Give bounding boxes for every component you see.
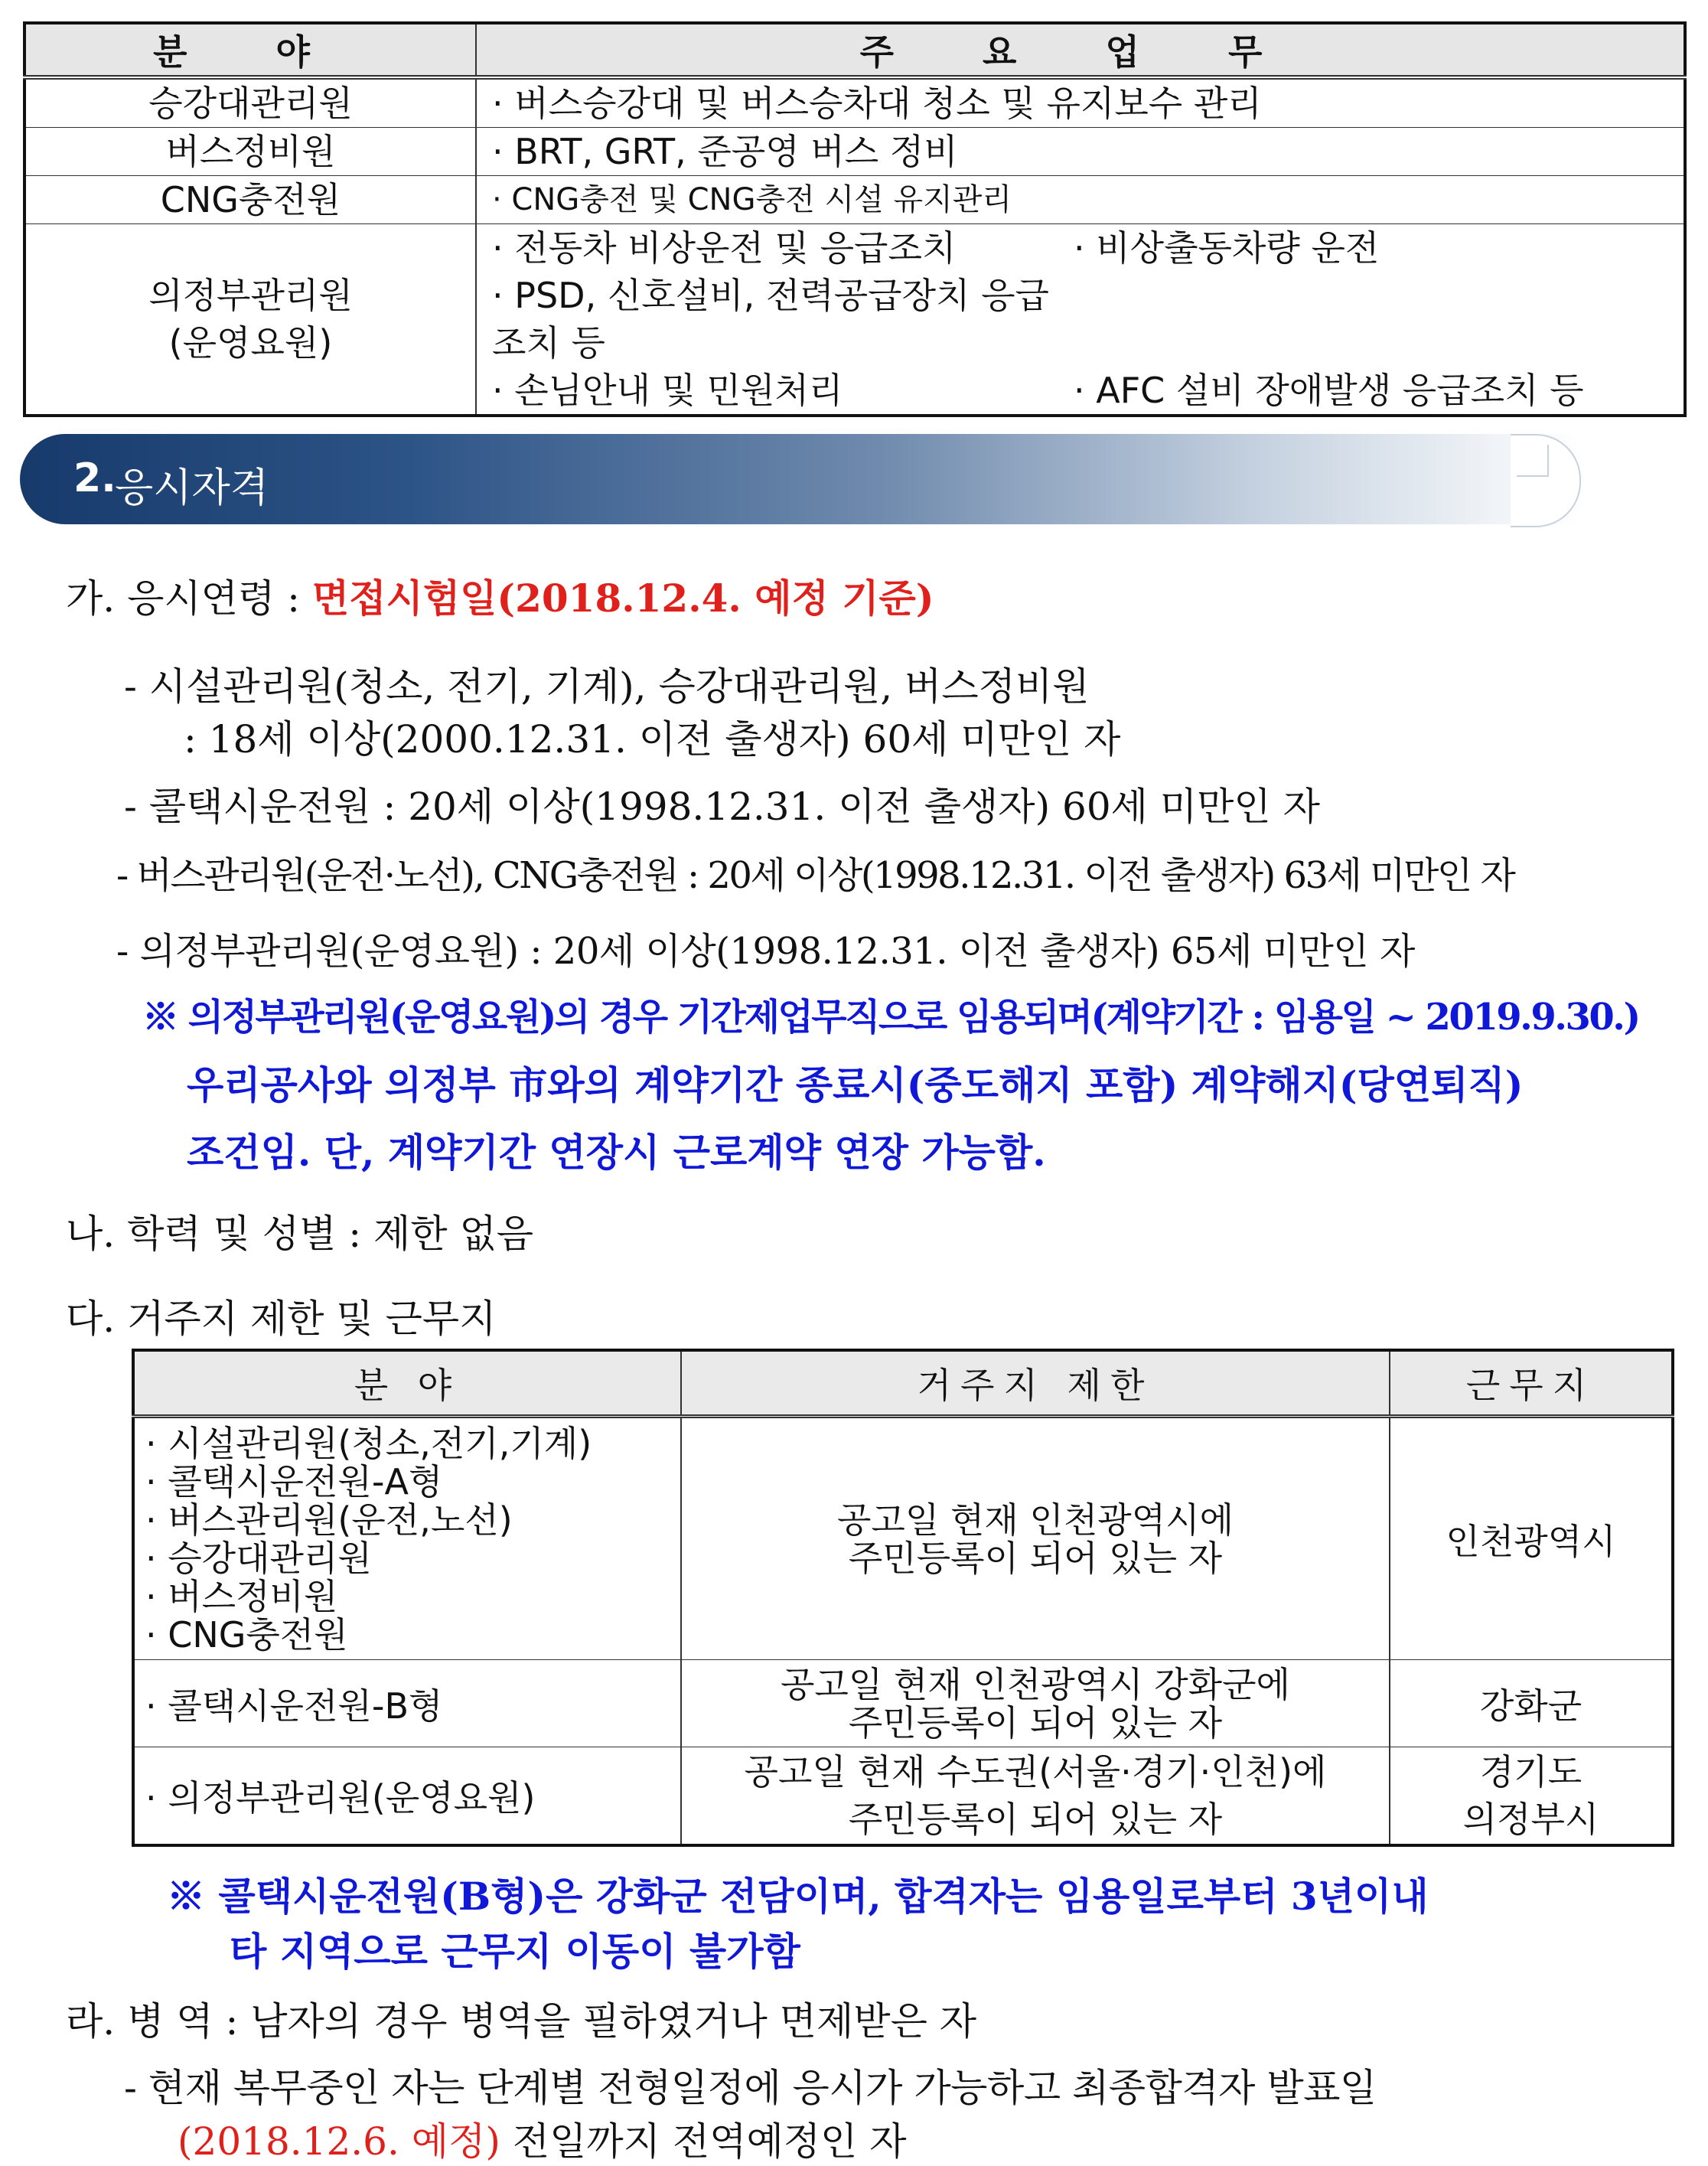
section-title: 응시자격: [115, 465, 269, 511]
table-row: [24, 176, 1685, 224]
restriction-line: 주민등록이 되어 있는 자: [848, 1798, 1223, 1840]
field-item: · CNG충전원: [145, 1613, 348, 1655]
restriction-line: 공고일 현재 수도권(서울·경기·인천)에: [744, 1750, 1327, 1792]
field-cell: CNG충전원: [24, 176, 476, 224]
task-right: · AFC 설비 장애발생 응급조치 등: [1074, 370, 1584, 411]
field-line: (운영요원): [168, 322, 333, 364]
table-row: [133, 1660, 1673, 1747]
tasks-cell: · 버스승강대 및 버스승차대 청소 및 유지보수 관리: [476, 77, 1685, 128]
section-banner: [20, 434, 1581, 524]
restriction-line: 주민등록이 되어 있는 자: [848, 1701, 1223, 1744]
tasks-cell: · CNG충전 및 CNG충전 시설 유지관리: [476, 176, 1685, 224]
field-item: · 버스관리원(운전,노선): [145, 1499, 513, 1541]
header-field: 분 야: [24, 23, 476, 77]
restriction-cell: [681, 1417, 1390, 1660]
field-item: · 승강대관리원: [145, 1537, 372, 1579]
age-label: 가. 응시연령 :: [66, 576, 312, 621]
task-line: [492, 367, 1684, 414]
workplace-cell: [1390, 1417, 1673, 1660]
military-tail: 전일까지 전역예정인 자: [500, 2119, 907, 2164]
residence-note: ※ 콜택시운전원(B형)은 강화군 전담이며, 합격자는 임용일로부터 3년이내: [167, 1874, 1429, 1919]
age-item: - 버스관리원(운전·노선), CNG충전원 : 20세 이상(1998.12.31. 이전 출생자) 63세 미만인 자: [116, 854, 1514, 897]
task-left: · PSD, 신호설비, 전력공급장치 응급조치 등: [492, 275, 1049, 364]
age-item: - 의정부관리원(운영요원) : 20세 이상(1998.12.31. 이전 출생자) 65세 미만인 자: [116, 930, 1415, 973]
restriction-cell: [681, 1660, 1390, 1747]
military-item-cont: [178, 2111, 907, 2166]
age-note: 조건임. 단, 계약기간 연장시 근로계약 연장 가능함.: [187, 1130, 1046, 1175]
table-row: [133, 1747, 1673, 1845]
tasks-cell: · BRT, GRT, 준공영 버스 정비: [476, 128, 1685, 176]
military-date: (2018.12.6. 예정): [178, 2119, 500, 2164]
field-item: · 콜택시운전원-B형: [145, 1685, 443, 1727]
workplace-line: 강화군: [1479, 1685, 1583, 1727]
military-heading: 라. 병 역 : 남자의 경우 병역을 필하였거나 면제받은 자: [66, 1999, 977, 2044]
task-line: [492, 224, 1684, 272]
field-item: · 의정부관리원(운영요원): [145, 1776, 536, 1819]
restriction-cell: [681, 1747, 1390, 1845]
task-line: [492, 272, 1684, 367]
field-cell: [133, 1660, 681, 1747]
military-item: - 현재 복무중인 자는 단계별 전형일정에 응시가 가능하고 최종합격자 발표일: [124, 2066, 1377, 2110]
field-cell: [133, 1747, 681, 1845]
duty-table: [23, 21, 1687, 417]
table-row: [24, 224, 1685, 416]
task-left: · 전동차 비상운전 및 응급조치: [492, 227, 957, 269]
residence-note: 타 지역으로 근무지 이동이 불가함: [230, 1929, 800, 1974]
workplace-cell: [1390, 1660, 1673, 1747]
workplace-line: 의정부시: [1462, 1798, 1599, 1840]
table-row: [24, 128, 1685, 176]
age-heading: [66, 568, 934, 623]
age-item: - 시설관리원(청소, 전기, 기계), 승강대관리원, 버스정비원: [124, 664, 1090, 709]
task-right: · 비상출동차량 운전: [1074, 227, 1380, 269]
education-heading: 나. 학력 및 성별 : 제한 없음: [66, 1212, 534, 1256]
age-item: - 콜택시운전원 : 20세 이상(1998.12.31. 이전 출생자) 60세 미만인 자: [124, 785, 1320, 829]
field-line: 의정부관리원: [148, 275, 353, 316]
age-note: ※ 의정부관리원(운영요원)의 경우 기간제업무직으로 임용되며(계약기간 : 임용일 ~ 2019.9.30.): [142, 996, 1639, 1039]
table-row: [133, 1417, 1673, 1660]
header-workplace: 근무지: [1390, 1350, 1673, 1417]
field-item: · 콜택시운전원-A형: [145, 1460, 443, 1502]
field-item: · 버스정비원: [145, 1575, 338, 1617]
header-field: 분 야: [133, 1350, 681, 1417]
duty-table-header: [24, 23, 1685, 77]
header-restriction: 거주지 제한: [681, 1350, 1390, 1417]
residence-table-header: [133, 1350, 1673, 1417]
banner-end-cap: [1511, 434, 1581, 527]
table-row: [24, 77, 1685, 128]
field-cell: 승강대관리원: [24, 77, 476, 128]
age-highlight: 면접시험일(2018.12.4. 예정 기준): [311, 576, 934, 621]
residence-heading: 다. 거주지 제한 및 근무지: [66, 1297, 497, 1341]
residence-table: [132, 1349, 1674, 1847]
restriction-line: 공고일 현재 인천광역시에: [836, 1499, 1234, 1541]
field-cell: 버스정비원: [24, 128, 476, 176]
age-note: 우리공사와 의정부 市와의 계약기간 종료시(중도해지 포함) 계약해지(당연퇴직): [187, 1062, 1524, 1107]
tasks-cell: [476, 224, 1685, 416]
field-item: · 시설관리원(청소,전기,기계): [145, 1422, 592, 1464]
workplace-line: 인천광역시: [1446, 1520, 1616, 1562]
task-left: · 손님안내 및 민원처리: [492, 370, 843, 411]
workplace-line: 경기도: [1479, 1750, 1583, 1792]
age-item: : 18세 이상(2000.12.31. 이전 출생자) 60세 미만인 자: [184, 717, 1121, 762]
restriction-line: 공고일 현재 인천광역시 강화군에: [781, 1663, 1290, 1705]
workplace-cell: [1390, 1747, 1673, 1845]
field-cell: [24, 224, 476, 416]
field-cell: [133, 1417, 681, 1660]
header-tasks: 주 요 업 무: [476, 23, 1685, 77]
restriction-line: 주민등록이 되어 있는 자: [848, 1537, 1223, 1579]
section-number: 2.: [73, 455, 116, 501]
